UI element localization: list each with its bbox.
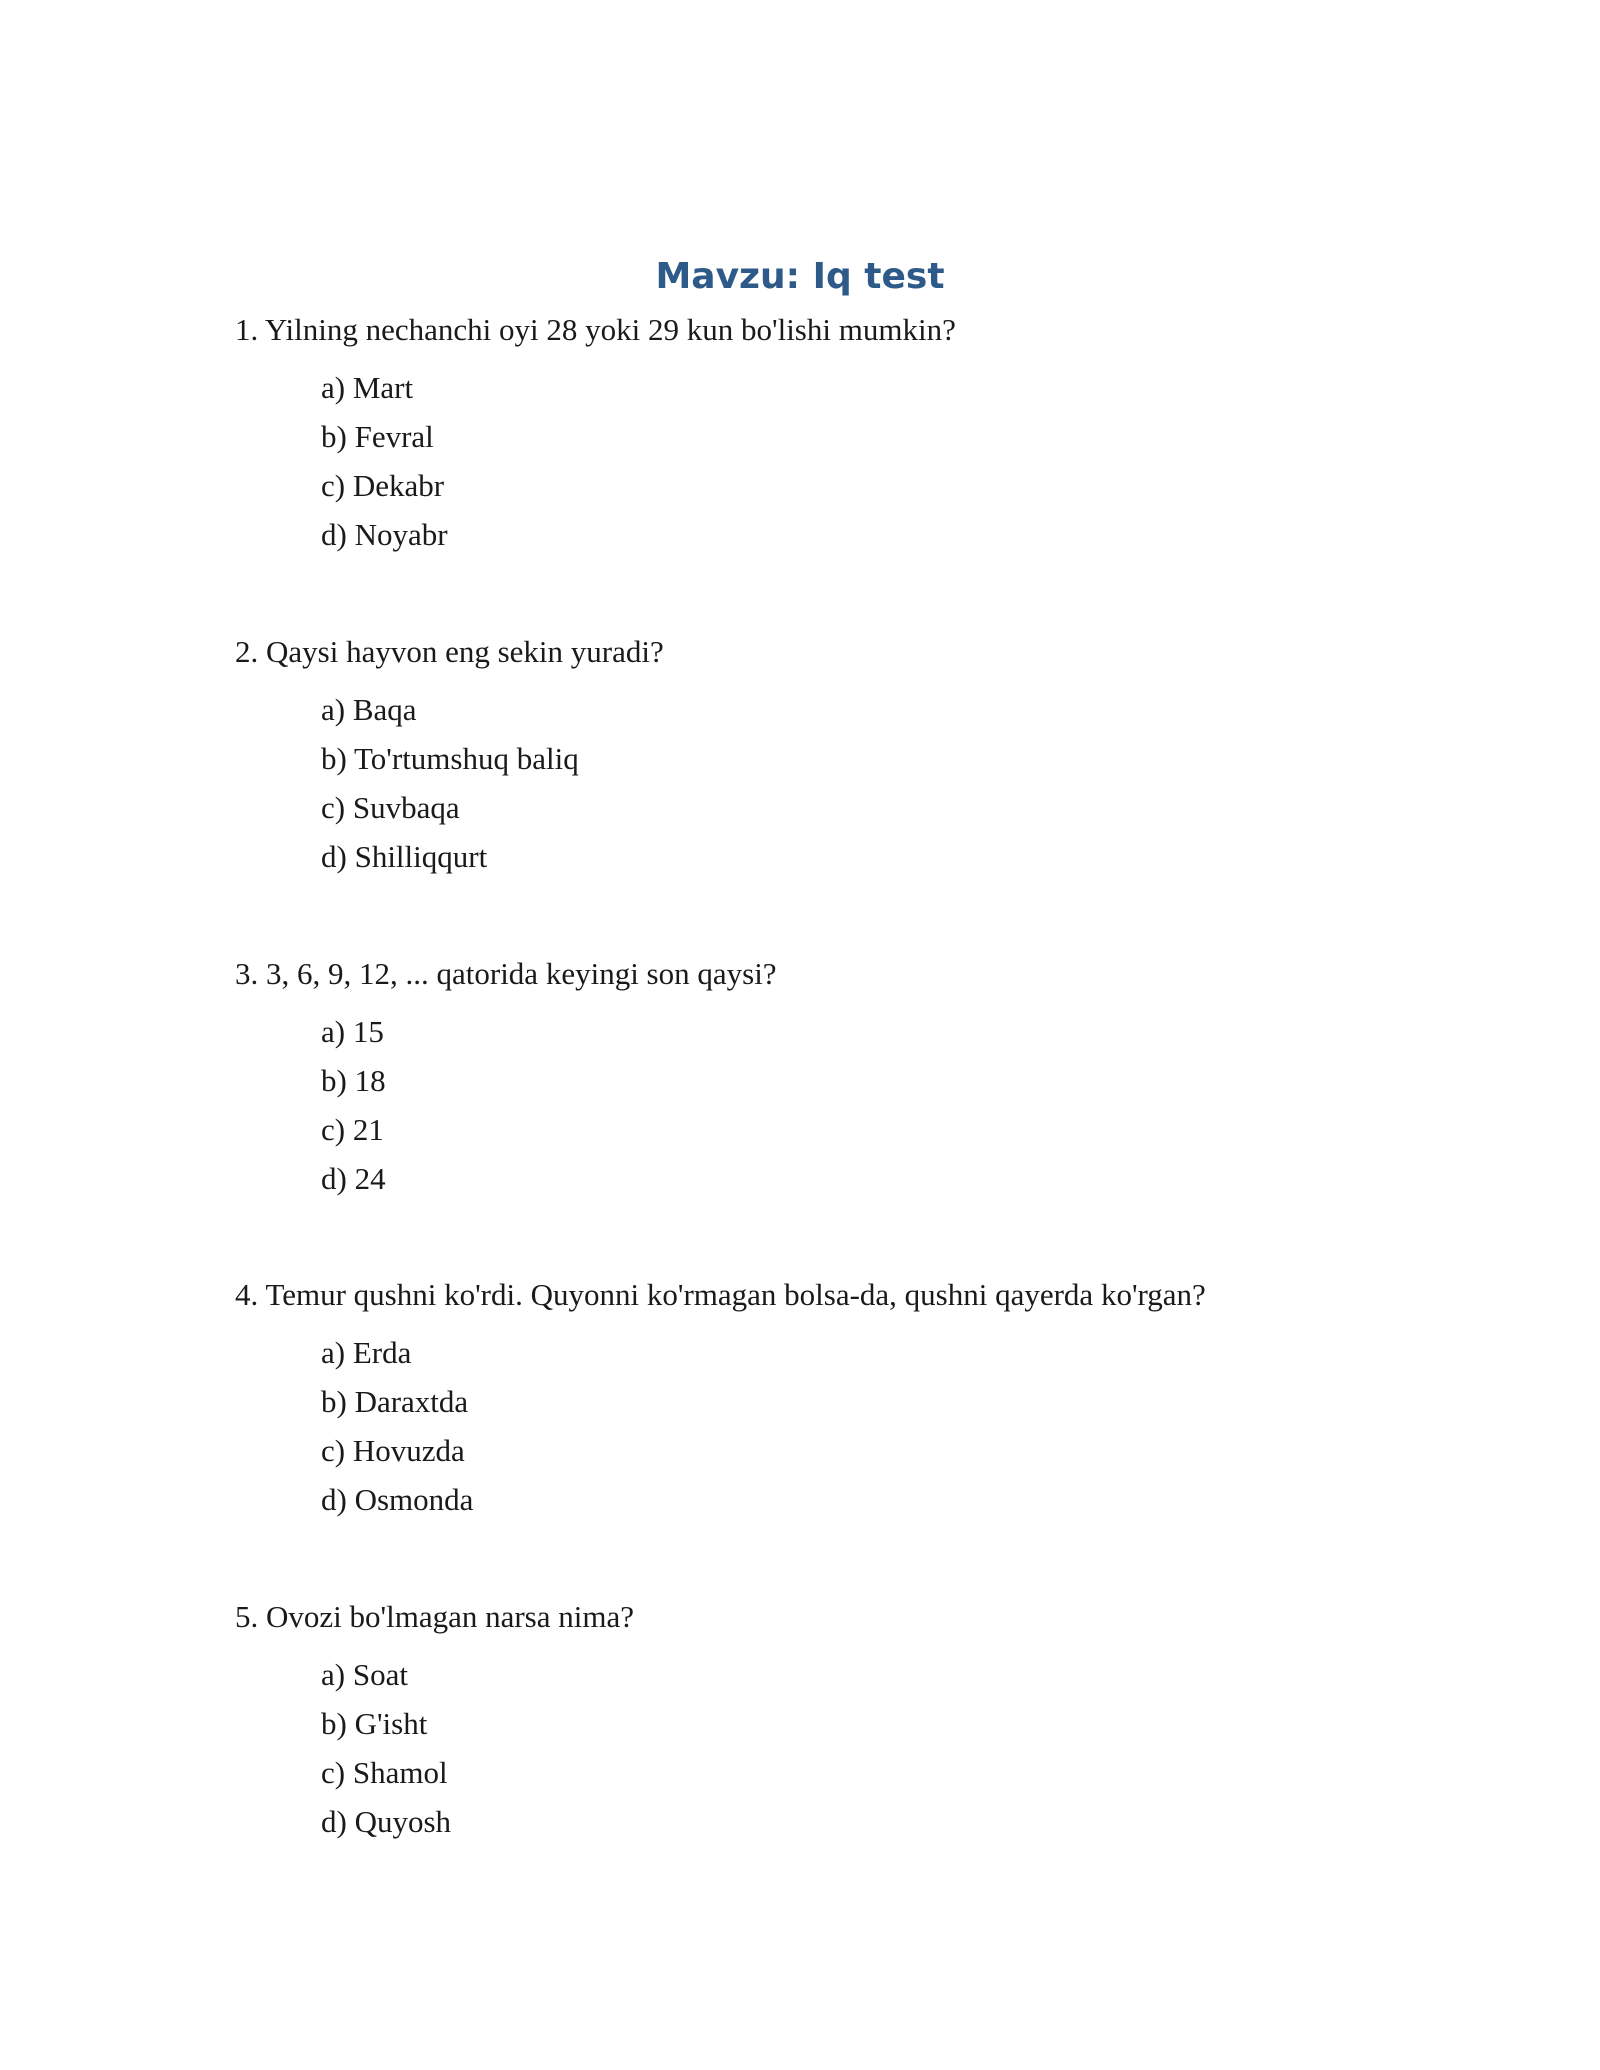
answer-option: d) Quyosh <box>321 1804 452 1839</box>
answer-option: d) Noyabr <box>321 517 448 552</box>
answer-option: a) Soat <box>321 1657 408 1692</box>
answer-option: c) Dekabr <box>321 468 445 503</box>
answer-option: a) Erda <box>321 1335 412 1370</box>
answer-option: c) Suvbaqa <box>321 790 460 825</box>
answer-option: b) Daraxtda <box>321 1384 469 1419</box>
answer-options <box>321 363 1535 559</box>
answer-options <box>321 1007 1535 1203</box>
question-5 <box>235 1593 1535 1846</box>
answer-option: b) G'isht <box>321 1706 428 1741</box>
answer-option: a) 15 <box>321 1014 384 1049</box>
answer-option: c) Hovuzda <box>321 1433 465 1468</box>
answer-option: d) Shilliqqurt <box>321 839 488 874</box>
question-text: 3. 3, 6, 9, 12, ... qatorida keyingi son qaysi? <box>235 956 777 991</box>
answer-option: c) Shamol <box>321 1755 448 1790</box>
answer-option: b) Fevral <box>321 419 434 454</box>
page-title: Mavzu: Iq test <box>655 256 945 297</box>
answer-option: c) 21 <box>321 1112 384 1147</box>
question-4 <box>235 1271 1535 1524</box>
question-text: 4. Temur qushni ko'rdi. Quyonni ko'rmagan bolsa-da, qushni qayerda ko'rgan? <box>235 1277 1206 1312</box>
answer-options <box>321 1650 1535 1846</box>
answer-option: a) Mart <box>321 370 414 405</box>
question-text: 1. Yilning nechanchi oyi 28 yoki 29 kun bo'lishi mumkin? <box>235 312 956 347</box>
question-3 <box>235 950 1535 1203</box>
answer-option: b) To'rtumshuq baliq <box>321 741 579 776</box>
answer-options <box>321 685 1535 881</box>
question-2 <box>235 628 1535 881</box>
answer-options <box>321 1328 1535 1524</box>
answer-option: d) Osmonda <box>321 1482 474 1517</box>
question-text: 2. Qaysi hayvon eng sekin yuradi? <box>235 634 664 669</box>
answer-option: d) 24 <box>321 1161 386 1196</box>
question-1 <box>235 306 1535 559</box>
question-text: 5. Ovozi bo'lmagan narsa nima? <box>235 1599 634 1634</box>
answer-option: b) 18 <box>321 1063 386 1098</box>
answer-option: a) Baqa <box>321 692 417 727</box>
